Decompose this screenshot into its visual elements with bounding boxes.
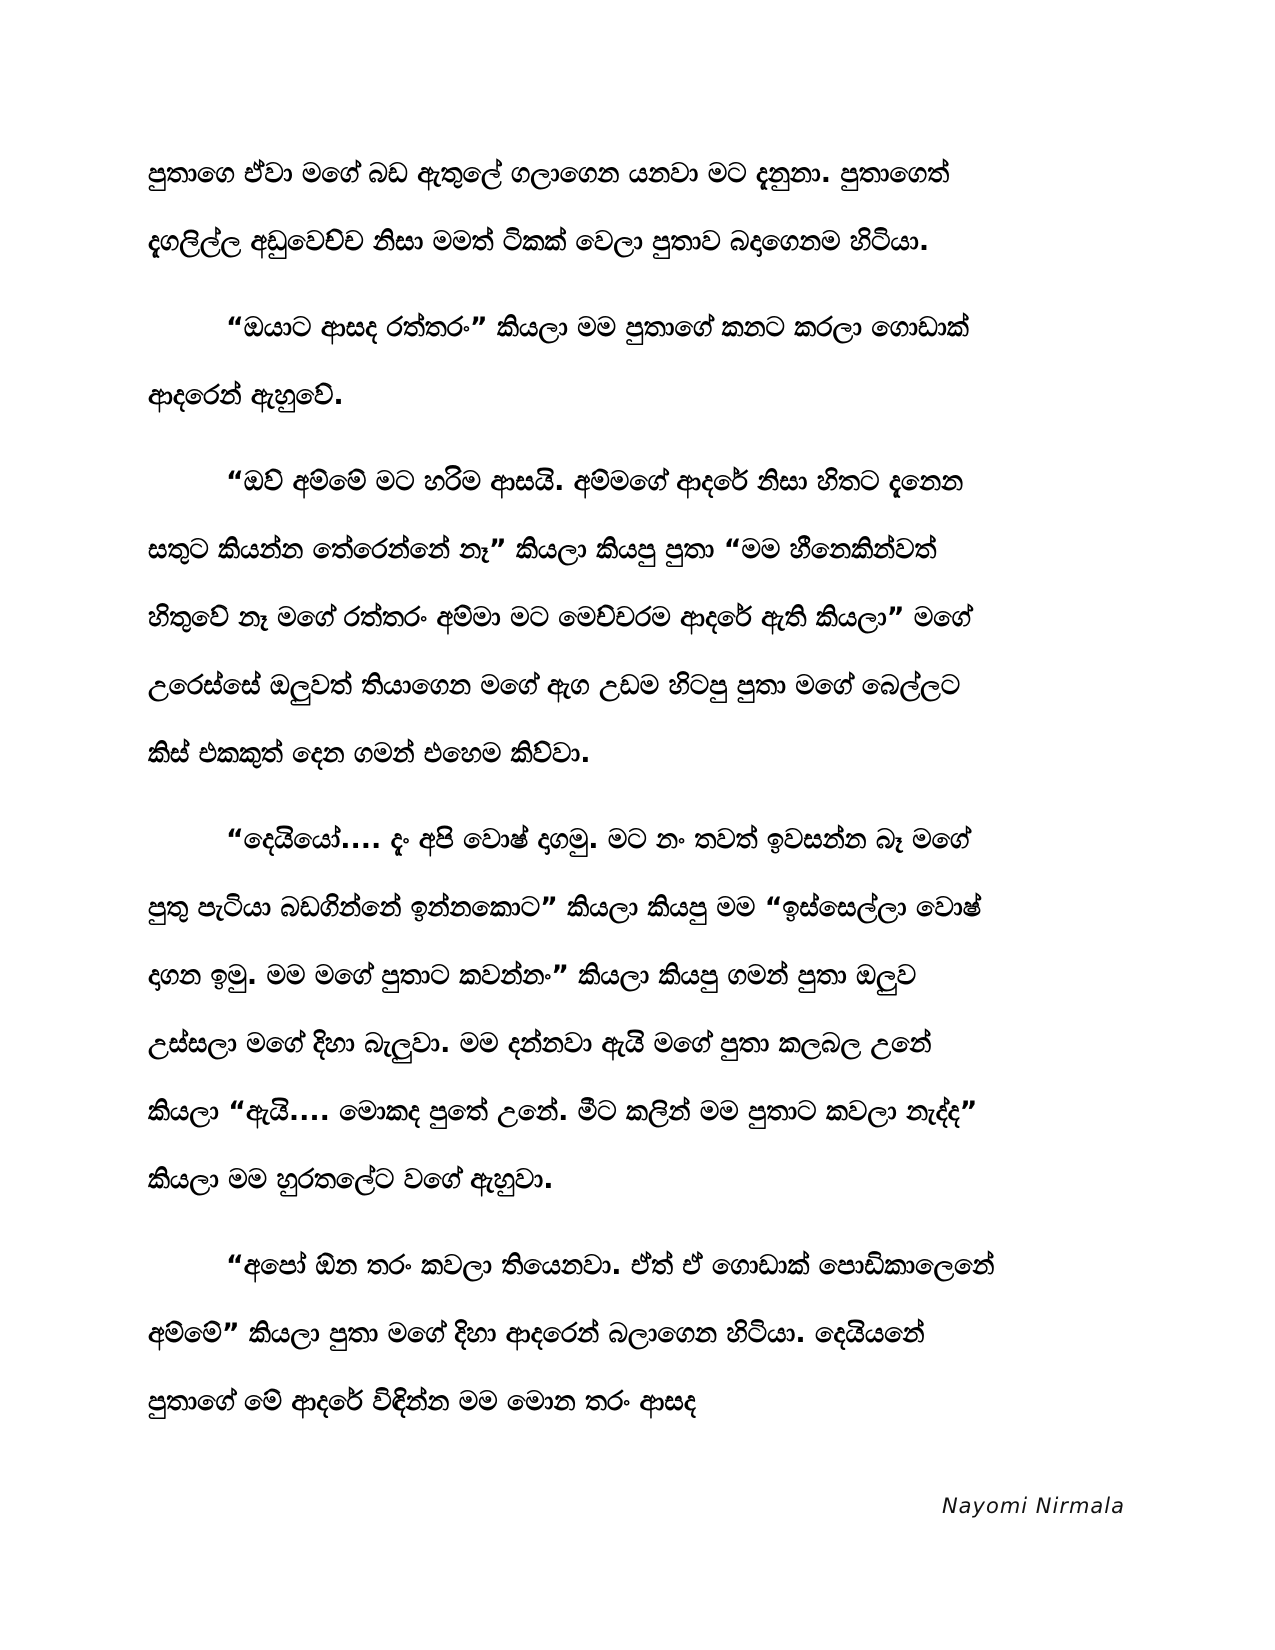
text-line: “ඔයාට ආසද රත්තරං” කියලා මම පුතාගේ කනට කරලා ගොඩාක් [226,312,969,343]
text-line: “අපෝ ඕන තරං කවලා තියෙනවා. ඒත් ඒ ගොඩාක් පොඩිකාලෙනේ [226,1250,995,1281]
text-line: කියලා “ඇයි.... මොකද පුතේ උනේ. මීට කලින් මම පුතාට කවලා නැද්ද” [148,1096,978,1127]
text-line: “දෙයියෝ.... දැං අපි වොෂ් දාගමු. මට නං තවත් ඉවසන්න බෑ මගේ [226,824,970,855]
author-signature: Nayomi Nirmala [941,1494,1125,1518]
text-line: උස්සලා මගේ දිහා බැලුවා. මම දන්නවා ඇයි මගේ පුතා කලබල උනේ [148,1028,932,1059]
paragraph-1 [148,140,1118,276]
text-line: පුතාගෙ ඒවා මගේ බඩ ඇතුලේ ගලාගෙන යනවා මට දැනුනා. පුතාගෙත් [148,158,950,189]
text-line: සතුට කියන්න තේරෙන්නේ නෑ” කියලා කියපු පුතා “මම හීනෙකින්වත් [148,534,937,565]
text-line: පුතාගේ මේ ආදරේ විඳින්න මම මොන තරං ආසද [148,1386,696,1417]
paragraph-3 [148,448,1118,788]
paragraph-5 [148,1232,1118,1436]
text-line: හිතුවේ නෑ මගේ රත්තරං අම්මා මට මෙච්චරම ආදරේ ඇති කියලා” මගේ [148,602,971,633]
text-line: උරෙස්සේ ඔලුවත් තියාගෙන මගේ ඇග උඩම හිටපු පුතා මගේ බෙල්ලට [148,670,961,701]
text-line: ආදරෙන් ඇහුවේ. [148,380,344,411]
text-line: “ඔව් අම්මේ මට හරිම ආසයි. අම්මගේ ආදරේ නිසා හිතට දැනෙන [226,466,964,497]
text-line: අම්මේ” කියලා පුතා මගේ දිහා ආදරෙන් බලාගෙන හිටියා. දෙයියනේ [148,1318,925,1349]
text-line: දැගලිල්ල අඩුවෙච්ච නිසා මමත් ටිකක් වෙලා පුතාව බදාගෙනම හිටියා. [148,226,930,257]
document-body [148,140,1118,1436]
paragraph-2 [148,294,1118,430]
text-line: කියලා මම හුරතලේට වගේ ඇහුවා. [148,1164,554,1195]
paragraph-4 [148,806,1118,1214]
text-line: කිස් එකකුත් දෙන ගමන් එහෙම කිව්වා. [148,738,591,769]
text-line: දාගන ඉමු. මම මගේ පුතාට කවන්නං” කියලා කියපු ගමන් පුතා ඔලුව [148,960,917,991]
text-line: පුතු පැටියා බඩගින්නේ ඉන්නකොට” කියලා කියපු මම “ඉස්සෙල්ලා වොෂ් [148,892,982,923]
